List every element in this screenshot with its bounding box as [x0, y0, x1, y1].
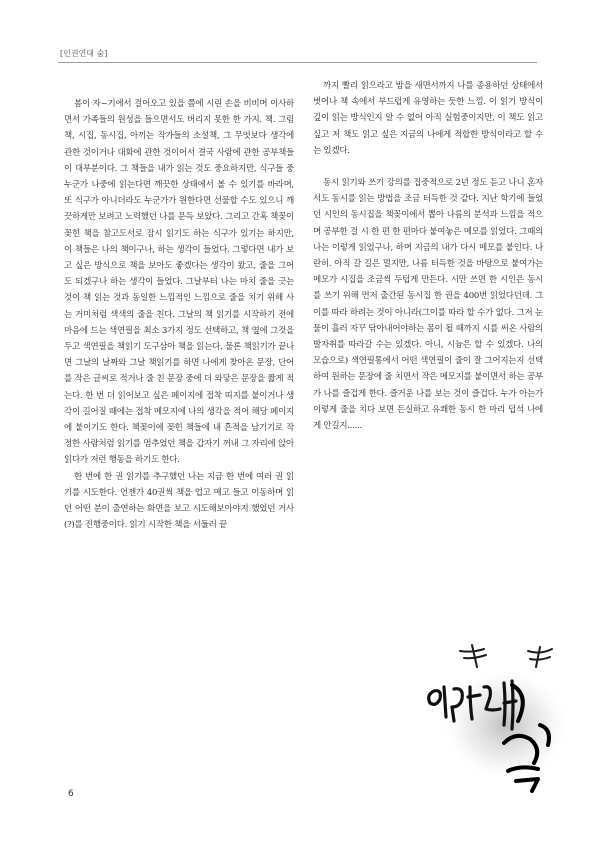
calligraphy-logo-graphic	[420, 625, 580, 795]
calligraphy-logo	[420, 625, 580, 795]
paragraph: 한 번에 한 권 읽기를 추구했던 나는 지금 한 번에 여러 권 읽기를 시도한다. 언젠가 40권씩 책을 업고 메고 들고 이동하며 읽던 어떤 분이 출연하는 화면을 보고 시도해보아야지 했었던 거사(?)를 진행중이다. 읽기 시작한 책을 서둘러 끝	[64, 471, 294, 531]
paragraph: 동시 읽기와 쓰기 강의를 집중적으로 2년 정도 듣고 나니 혼자 서도 동시를 읽는 방법을 조금 터득한 것 같다. 지난 학기에 들었던 시인의 동시집을 책꽂이에서 뽑아 나름의 분석과 느낌을 적으며 공부한 걸 시 한 편 한 편마다 붙여놓은 메모를 읽었다. 그때의 나는 이렇게 읽었구나, 하며 지금의 내가 다시 메모를 붙인다. 나란히. 아직 갈 길은 멀지만, 나름 터득한 것을 바탕으로 붙여가는 메모가 시집을 조금씩 두텁게 만든다. 시만 쓰면 한 시인은 동시를 쓰기 위해 먼저 출간된 동시집 한 권을 400번 읽었다던데. 그이를 따라 하려는 것이 아니라(그이를 따라 할 수가 없다. 그저 눈물이 흘러 자꾸 닦아내어야하는 몸이 될 때까지 시를 써온 사람의 발자취를 따라갈 수는 있겠다. 아니, 시늉은 할 수 있겠다. 나의 모습으로) 색연필통에서 어떤 색연필이 줄이 잘 그어지는지 선택하여 원하는 문장에 줄 치면서 작은 메모지를 붙이면서 하는 공부가 나를 즐겁게 한다. 즐거운 나를 보는 것이 즐겁다. 누가 아는가 이렇게 줄을 치다 보면 든실하고 유쾌한 동시 한 마리 덥석 나에게 안길지......	[313, 178, 543, 432]
right-column	[313, 78, 543, 434]
page-number: 6	[68, 789, 74, 799]
running-header: [인권연대 숨]	[60, 49, 108, 58]
paragraph: 까지 빨리 읽으라고 밤을 새면서까지 나를 종용하던 상태에서 벗어나 책 속에서 부드럽게 유영하는 듯한 느낌. 이 읽기 방식이 깊이 읽는 방식인지 알 수 없어 아직 실험중이지만, 이 책도 읽고 싶고 저 책도 읽고 싶은 지금의 나에게 적합한 방식이라고 할 수는 있겠다.	[313, 81, 543, 156]
header-divider	[58, 62, 537, 63]
left-column	[64, 96, 294, 533]
paragraph: 봄이 자~기에서 걸어오고 있을 쯤에 시린 손을 비비며 이사하면서 가족들의 원성을 들으면서도 버리지 못한 한 가지. 책. 그림책, 시집, 동시집, 아끼는 작가들의 소설책, 그 무엇보다 생각에 관한 것이거나 대화에 관한 것이어서 결국 사람에 관한 공부책들이 대부분이다. 그 책들을 내가 읽는 것도 중요하지만, 식구들 중 누군가 나중에 읽는다면 깨끗한 상태에서 볼 수 있기를 바라며, 또 식구가 아니더라도 누군가가 원한다면 선물할 수도 있으니 깨끗하게만 보려고 노력했던 나를 문득 보았다. 그리고 간혹 책꽂이 꽂힌 책을 참고도서로 잠시 읽기도 하는 식구가 있기는 하지만, 이 책들은 나의 책이구나, 하는 생각이 들었다. 그렇다면 내가 보고 싶은 방식으로 책을 보아도 좋겠다는 생각이 왔고, 줄을 그어도 되겠구나 하는 생각이 들었다. 그날부터 나는 마치 줄을 긋는 것이 책 읽는 것과 동일한 느낌적인 느낌으로 줄을 치기 위해 사는 거미처럼 색색의 줄을 친다. 그날의 책 읽기를 시작하기 전에 마음에 드는 색연필을 최소 3가지 정도 선택하고, 책 옆에 그것을 두고 색연필을 책읽기 도구삼아 책을 읽는다. 물론 책읽기가 끝나면 그날의 날짜와 그날 책읽기를 하면 나에게 찾아온 문장, 단어를 작은 글씨로 적거나 줄 친 문장 중에 더 와닿은 문장을 짧게 적는다. 한 번 더 읽어보고 싶은 페이지에 접착 띠지를 붙이거나 생각이 길어질 때에는 접착 메모지에 나의 생각을 적어 해당 페이지에 붙이기도 한다. 책꽂이에 꽂힌 책들에 내 흔적을 남기기로 작정한 사람처럼 읽기를 멈추었던 책을 갑자기 꺼내 그 자리에 앉아 읽다가 저런 행동을 하기도 한다.	[64, 99, 294, 466]
